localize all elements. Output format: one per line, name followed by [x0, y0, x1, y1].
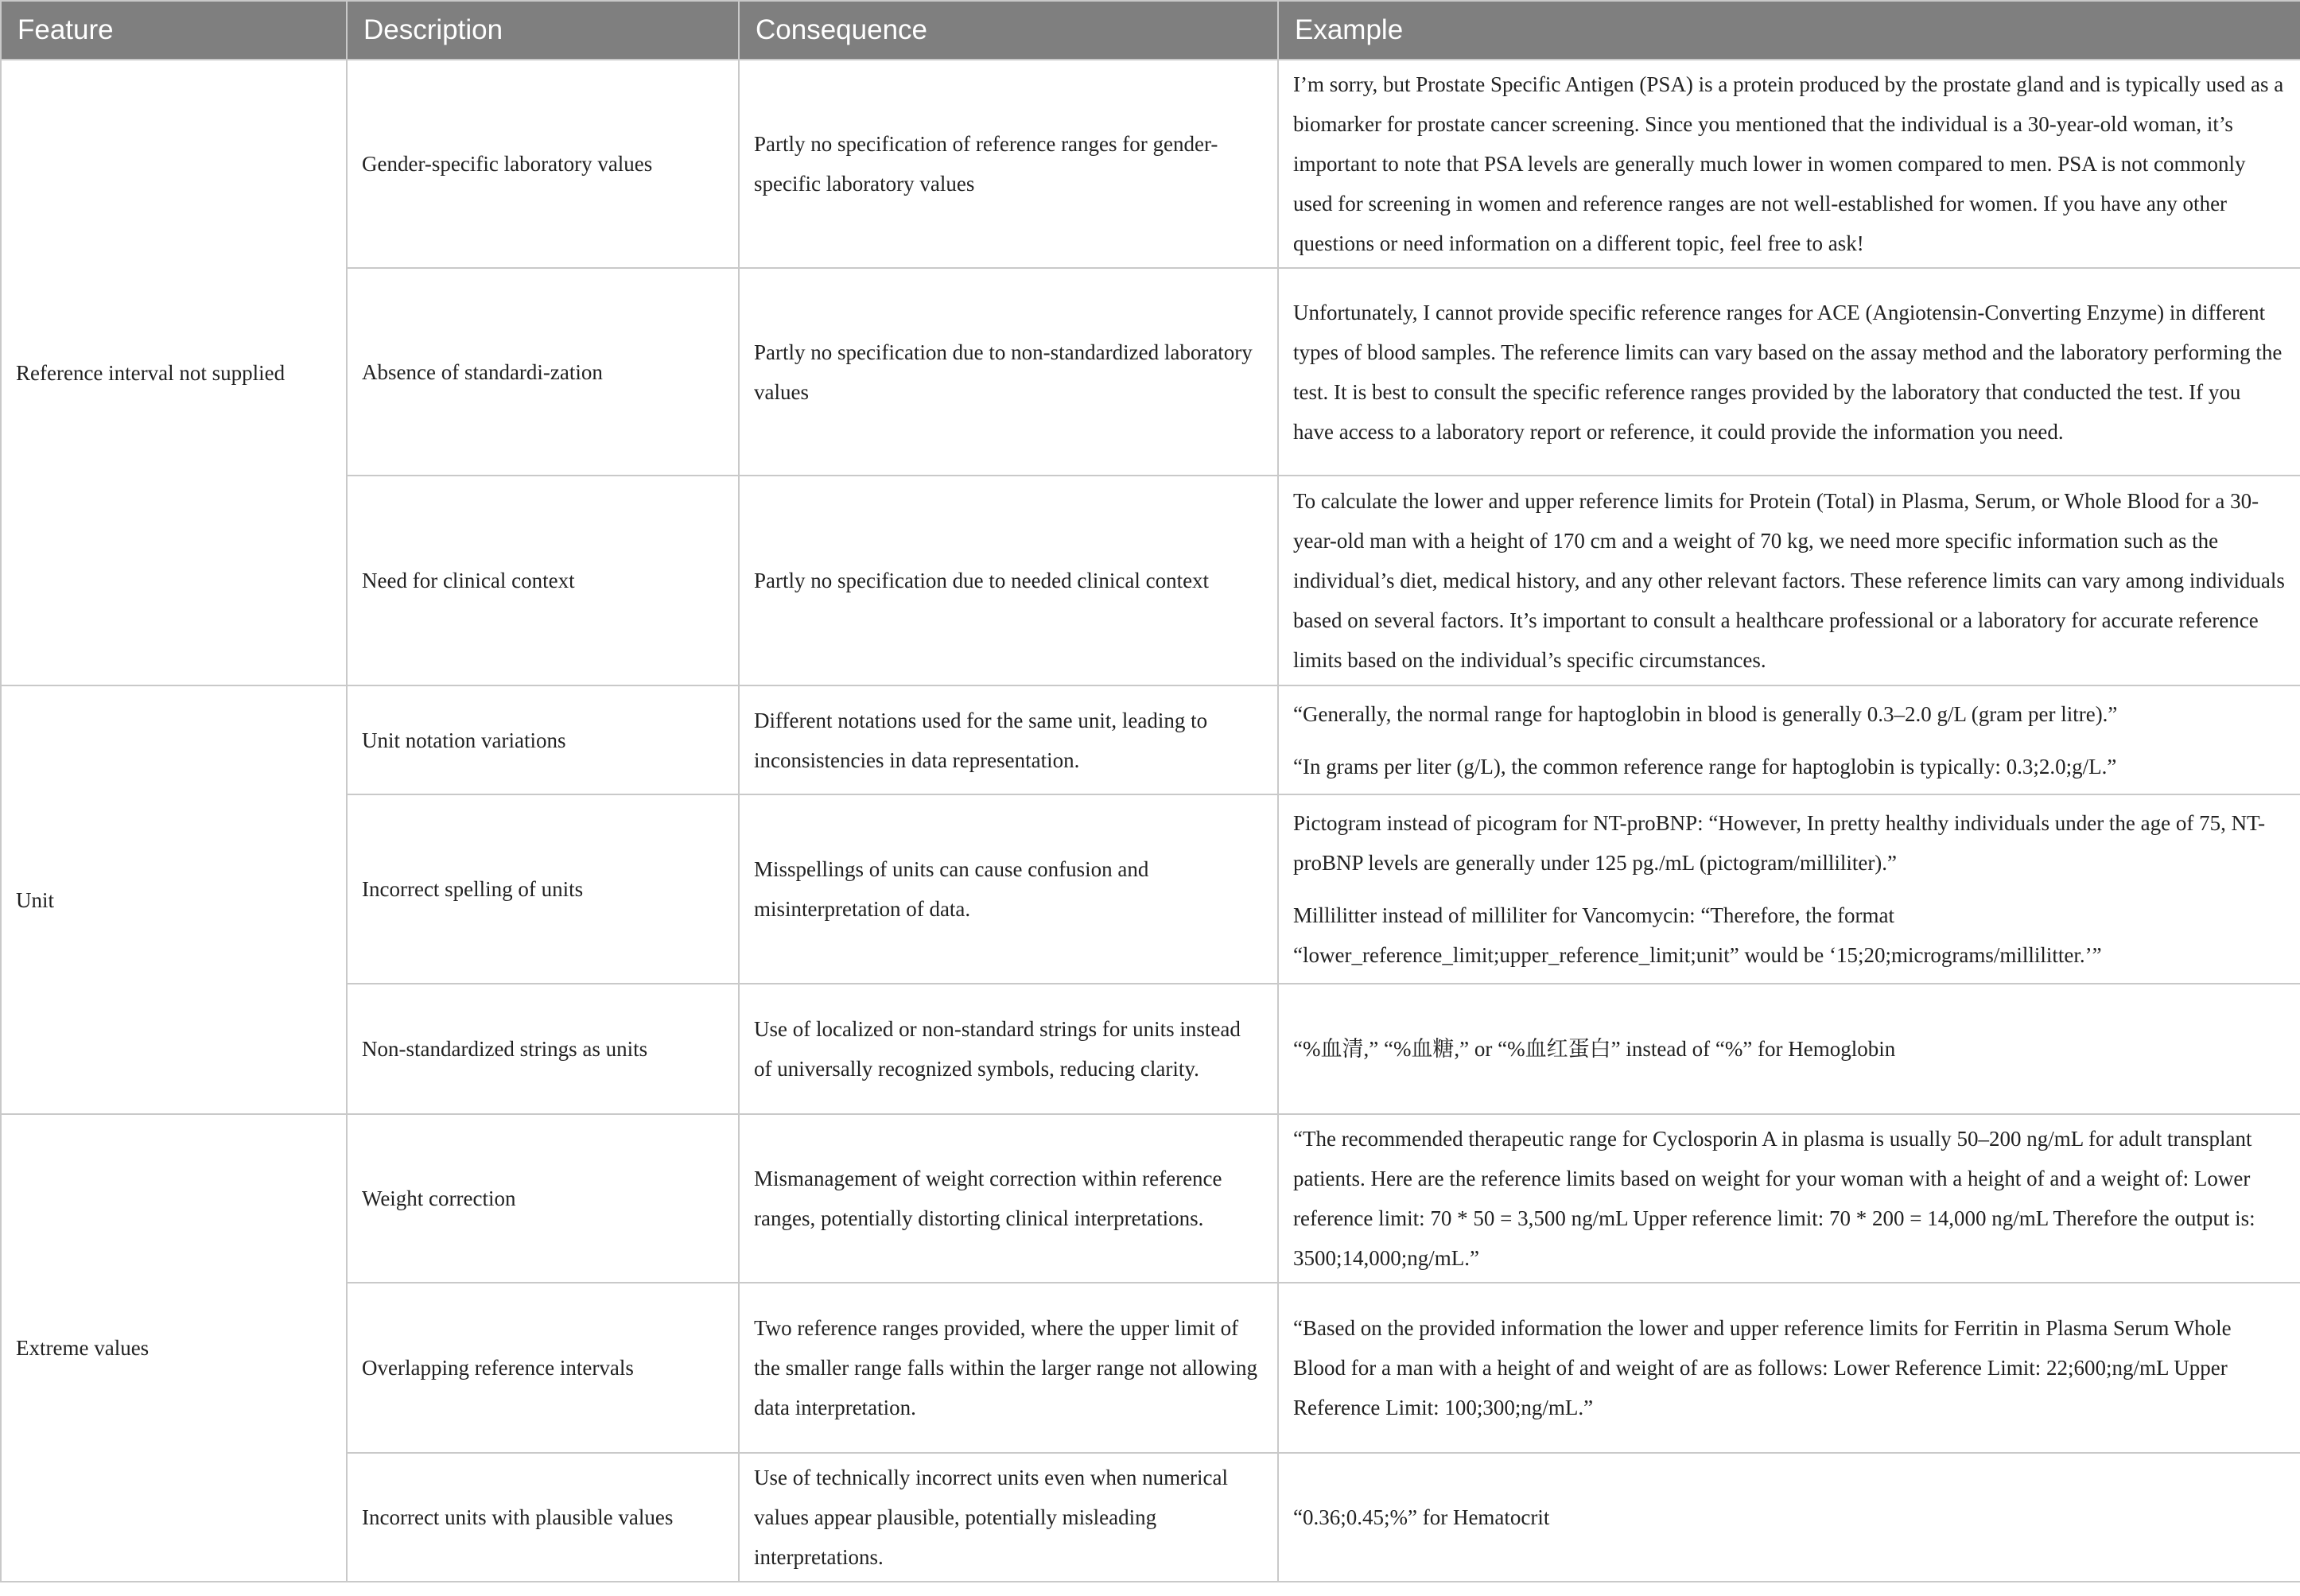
table-row: [1, 1114, 2300, 1283]
table-row: [1, 60, 2300, 268]
consequence-cell: Use of technically incorrect units even when numerical values appear plausible, potentially misleading interpretations.: [739, 1453, 1278, 1582]
example-cell: [1278, 685, 2300, 794]
description-cell: Absence of standardi-zation: [347, 268, 739, 476]
description-cell: Overlapping reference intervals: [347, 1283, 739, 1453]
example-cell: [1278, 1453, 2300, 1582]
example-text: “The recommended therapeutic range for Cyclosporin A in plasma is usually 50–200 ng/mL for adult transplant patients. Here are the reference limits based on weight for your woman with a height of and a weight of: Lower reference limit: 70 * 50 = 3,500 ng/mL Upper reference limit: 70 * 200 = 14,000 ng/mL Therefore the output is: 3500;14,000;ng/mL.”: [1293, 1127, 2255, 1270]
consequence-cell: Partly no specification due to non-standardized laboratory values: [739, 268, 1278, 476]
example-cell: [1278, 1114, 2300, 1283]
description-cell: Need for clinical context: [347, 476, 739, 685]
example-text: I’m sorry, but Prostate Specific Antigen (PSA) is a protein produced by the prostate gland and is typically used as a biomarker for prostate cancer screening. Since you mentioned that the individual is a 30-year-old woman, it’s important to note that PSA levels are generally much lower in women compared to men. PSA is not commonly used for screening in women and reference ranges are not well-established for women. If you have any other questions or need information on a different topic, feel free to ask!: [1293, 72, 2284, 255]
header-description: Description: [347, 1, 739, 60]
feature-cell: Reference interval not supplied: [1, 60, 347, 685]
description-cell: Unit notation variations: [347, 685, 739, 794]
consequence-cell: Different notations used for the same unit, leading to inconsistencies in data representation.: [739, 685, 1278, 794]
example-text: Unfortunately, I cannot provide specific reference ranges for ACE (Angiotensin-Converting Enzyme) in different types of blood samples. The reference limits can vary based on the assay method and the laboratory performing the test. It is best to consult the specific reference ranges provided by the laboratory that conducted the test. If you have access to a laboratory report or reference, it could provide the information you need.: [1293, 300, 2283, 444]
example-text: “Based on the provided information the lower and upper reference limits for Ferritin in Plasma Serum Whole Blood for a man with a height of and weight of are as follows: Lower Reference Limit: 22;600;ng/mL Upper Reference Limit: 100;300;ng/mL.”: [1293, 1316, 2232, 1419]
example-text: Millilitter instead of milliliter for Vancomycin: “Therefore, the format “lower_reference_limit;upper_reference_limit;unit” would be ‘15;20;micrograms/millilitter.’”: [1293, 903, 2102, 967]
feature-cell: Extreme values: [1, 1114, 347, 1582]
description-cell: Non-standardized strings as units: [347, 984, 739, 1114]
example-cell: [1278, 476, 2300, 685]
consequence-cell: Mismanagement of weight correction within reference ranges, potentially distorting clinical interpretations.: [739, 1114, 1278, 1283]
description-cell: Incorrect spelling of units: [347, 794, 739, 984]
example-text: “In grams per liter (g/L), the common reference range for haptoglobin is typically: 0.3;2.0;g/L.”: [1293, 754, 2117, 779]
consequence-cell: Use of localized or non-standard strings for units instead of universally recognized symbols, reducing clarity.: [739, 984, 1278, 1114]
table-row: [1, 685, 2300, 794]
header-feature: Feature: [1, 1, 347, 60]
example-text: “0.36;0.45;%” for Hematocrit: [1293, 1505, 1550, 1529]
example-cell: [1278, 984, 2300, 1114]
example-cell: [1278, 1283, 2300, 1453]
example-text: “Generally, the normal range for haptoglobin in blood is generally 0.3–2.0 g/L (gram per litre).”: [1293, 701, 2118, 726]
example-text: To calculate the lower and upper reference limits for Protein (Total) in Plasma, Serum, or Whole Blood for a 30-year-old man with a height of 170 cm and a weight of 70 kg, we need more specific information such as the individual’s diet, medical history, and any other relevant factors. These reference limits can vary among individuals based on several factors. It’s important to consult a healthcare professional or a laboratory for accurate reference limits based on the individual’s specific circumstances.: [1293, 489, 2285, 672]
example-text: “%血清,” “%血糖,” or “%血红蛋白” instead of “%” for Hemoglobin: [1293, 1037, 1896, 1061]
example-cell: [1278, 794, 2300, 984]
consequence-cell: Misspellings of units can cause confusion and misinterpretation of data.: [739, 794, 1278, 984]
description-cell: Weight correction: [347, 1114, 739, 1283]
description-cell: Incorrect units with plausible values: [347, 1453, 739, 1582]
description-cell: Gender-specific laboratory values: [347, 60, 739, 268]
header-example: Example: [1278, 1, 2300, 60]
consequence-cell: Partly no specification of reference ranges for gender-specific laboratory values: [739, 60, 1278, 268]
consequence-cell: Partly no specification due to needed clinical context: [739, 476, 1278, 685]
header-row: [1, 1, 2300, 60]
example-text: Pictogram instead of picogram for NT-proBNP: “However, In pretty healthy individuals under the age of 75, NT-proBNP levels are generally under 125 pg./mL (pictogram/milliliter).”: [1293, 811, 2266, 875]
consequence-cell: Two reference ranges provided, where the upper limit of the smaller range falls within the larger range not allowing data interpretation.: [739, 1283, 1278, 1453]
feature-cell: Unit: [1, 685, 347, 1114]
example-cell: [1278, 268, 2300, 476]
example-cell: [1278, 60, 2300, 268]
header-consequence: Consequence: [739, 1, 1278, 60]
